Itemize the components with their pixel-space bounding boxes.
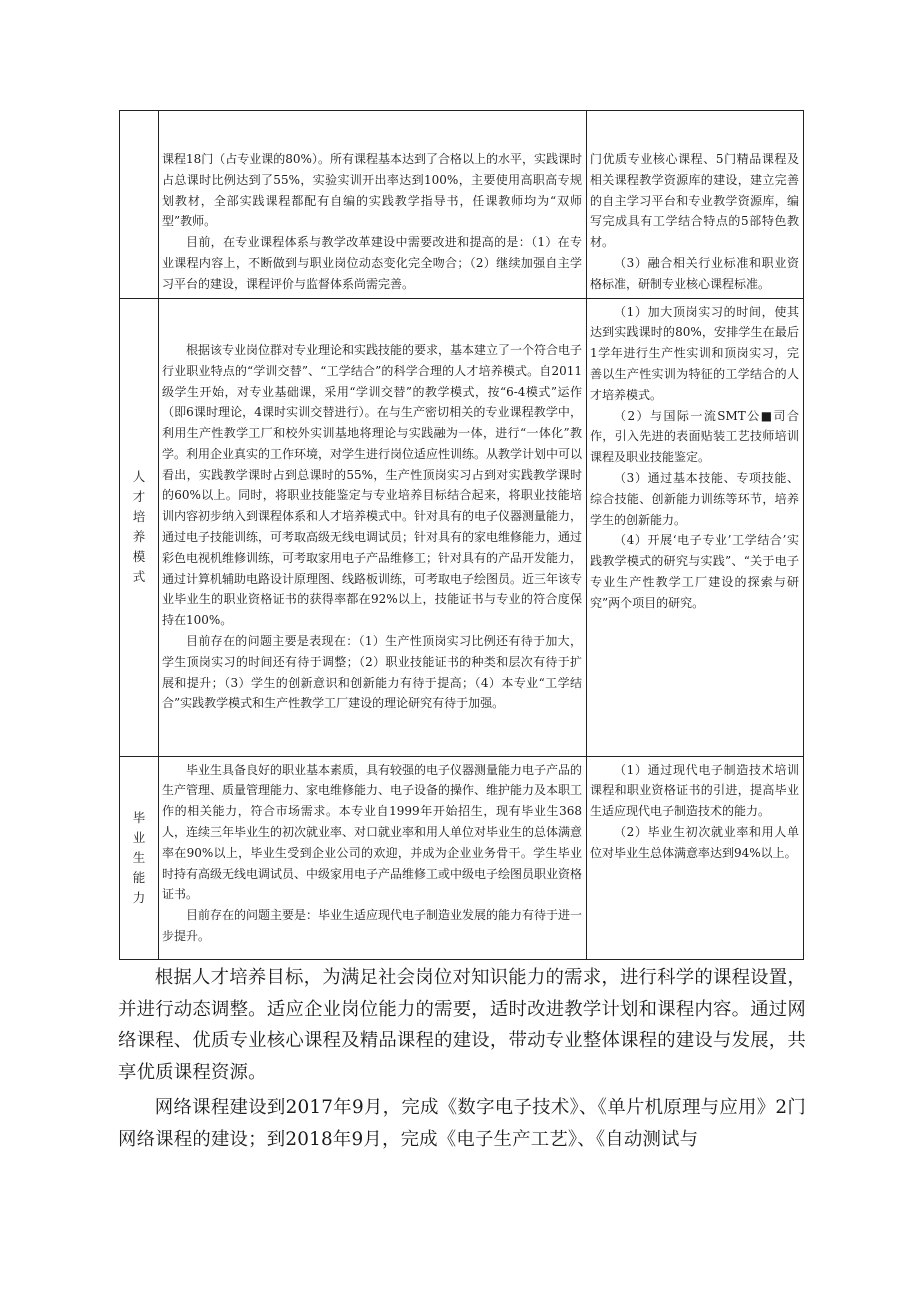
- measure-paragraph: （2）与国际一流SMT公■司合作，引入先进的表面贴装工艺技师培训课程及职业技能鉴定。: [590, 408, 799, 465]
- table-row: [120, 111, 804, 299]
- measures-cell: [587, 111, 804, 299]
- table-row: [120, 298, 804, 756]
- table-row: [120, 756, 804, 959]
- row-label-cell: [120, 756, 159, 959]
- measure-paragraph: （2）毕业生初次就业率和用人单位对毕业生总体满意率达到94%以上。: [590, 824, 799, 860]
- measure-paragraph: 门优质专业核心课程、5门精品课程及相关课程教学资源库的建设，建立完善的自主学习平台和专业教学资源库，编写完成具有工学结合特点的5部特色教材。: [590, 152, 799, 250]
- status-paragraph: 根据该专业岗位群对专业理论和实践技能的要求，基本建立了一个符合电子行业职业特点的“学训交替”、“工学结合”的科学合理的人才培养模式。自2011级学生开始，对专业基础课，采用“学训交替”的教学模式，按“6-4模式”运作（即6课时理论，4课时实训交替进行）。在与生产密切相关的专业课程教学中，利用生产性教学工厂和校外实训基地将理论与实践融为一体，进行“一体化”教学。利用企业真实的工作环境，对学生进行岗位适应性训练。从教学计划中可以看出，实践教学课时占到总课时的55%，生产性顶岗实习占到对实践教学课时的60%以上。同时，将职业技能鉴定与专业培养目标结合起来，将职业技能培训内容初步纳入到课程体系和人才培养模式中。针对具有的电子仪器测量能力，通过电子技能训练，可考取高级无线电调试员；针对具有的家电维修能力，通过彩色电视机维修训练，可考取家用电子产品维修工；针对具有的产品开发能力，通过计算机辅助电路设计原理图、线路板训练，可考取电子绘图员。近三年该专业毕业生的职业资格证书的获得率都在92%以上，技能证书与专业的符合度保持在100%。: [162, 342, 583, 628]
- problem-paragraph: 目前，在专业课程体系与教学改革建设中需要改进和提高的是：（1）在专业课程内容上，不断做到与职业岗位动态变化完全吻合；（2）继续加强自主学习平台的建设，课程评价与监督体系尚需完善。: [162, 235, 582, 291]
- problem-paragraph: 目前存在的问题主要是表现在：（1）生产性顶岗实习比例还有待于加大，学生顶岗实习的时间还有待于调整；（2）职业技能证书的种类和层次有待于扩展和提升；（3）学生的创新意识和创新能力有待于提高；（4）本专业“工学结合”实践教学模式和生产性教学工厂建设的理论研究有待于加强。: [162, 634, 582, 711]
- status-paragraph: 课程18门（占专业课的80%）。所有课程基本达到了合格以上的水平，实践课时占总课时比例达到了55%，实验实训开出率达到100%，主要使用高职高专规划教材，全部实践课程都配有自编的实践教学指导书，任课教师均为“双师型”教师。: [162, 152, 582, 229]
- row-label-cell: [120, 111, 159, 299]
- measure-paragraph: （3）通过基本技能、专项技能、综合技能、创新能力训练等环节，培养学生的创新能力。: [590, 470, 799, 527]
- measures-cell: [587, 756, 804, 959]
- measure-paragraph: （1）通过现代电子制造技术培训课程和职业资格证书的引进，提高毕业生适应现代电子制造技术的能力。: [590, 762, 799, 819]
- status-cell: [159, 111, 587, 299]
- status-cell: [159, 756, 587, 959]
- status-cell: [159, 298, 587, 756]
- row-label-cell: [120, 298, 159, 756]
- measure-paragraph: （3）融合相关行业标准和职业资格标准，研制专业核心课程标准。: [590, 255, 799, 291]
- measures-cell: [587, 298, 804, 756]
- measure-paragraph: （4）开展‘电子专业’工学结合’实践教学模式的研究与实践”、“关于电子专业生产性教学工厂建设的探索与研究”两个项目的研究。: [590, 533, 799, 610]
- body-paragraph: 根据人才培养目标，为满足社会岗位对知识能力的需求，进行科学的课程设置，并进行动态调整。适应企业岗位能力的需要，适时改进教学计划和课程内容。通过网络课程、优质专业核心课程及精品课程的建设，带动专业整体课程的建设与发展，共享优质课程资源。: [118, 967, 806, 1083]
- body-text: [118, 962, 806, 1155]
- status-paragraph: 毕业生具备良好的职业基本素质，具有较强的电子仪器测量能力电子产品的生产管理、质量管理能力、家电维修能力、电子设备的操作、维护能力及本职工作的相关能力，符合市场需求。本专业自1999年开始招生，现有毕业生368人，连续三年毕业生的初次就业率、对口就业率和用人单位对毕业生的总体满意率在90%以上，毕业生受到企业公司的欢迎，并成为企业业务骨干。学生毕业时持有高级无线电调试员、中级家用电子产品维修工或中级电子绘图员职业资格证书。: [162, 762, 583, 902]
- problem-paragraph: 目前存在的问题主要是：毕业生适应现代电子制造业发展的能力有待于进一步提升。: [162, 908, 583, 943]
- row-label: 人才培养模式: [132, 469, 146, 585]
- body-paragraph: 网络课程建设到2017年9月，完成《数字电子技术》、《单片机原理与应用》2门网络课程的建设；到2018年9月，完成《电子生产工艺》、《自动测试与: [118, 1097, 806, 1150]
- measure-paragraph: （1）加大顶岗实习的时间，使其达到实践课时的80%，安排学生在最后1学年进行生产性实训和顶岗实习，完善以生产性实训为特征的工学结合的人才培养模式。: [590, 304, 799, 402]
- evaluation-table: [119, 110, 804, 960]
- row-label: 毕业生能力: [132, 809, 146, 905]
